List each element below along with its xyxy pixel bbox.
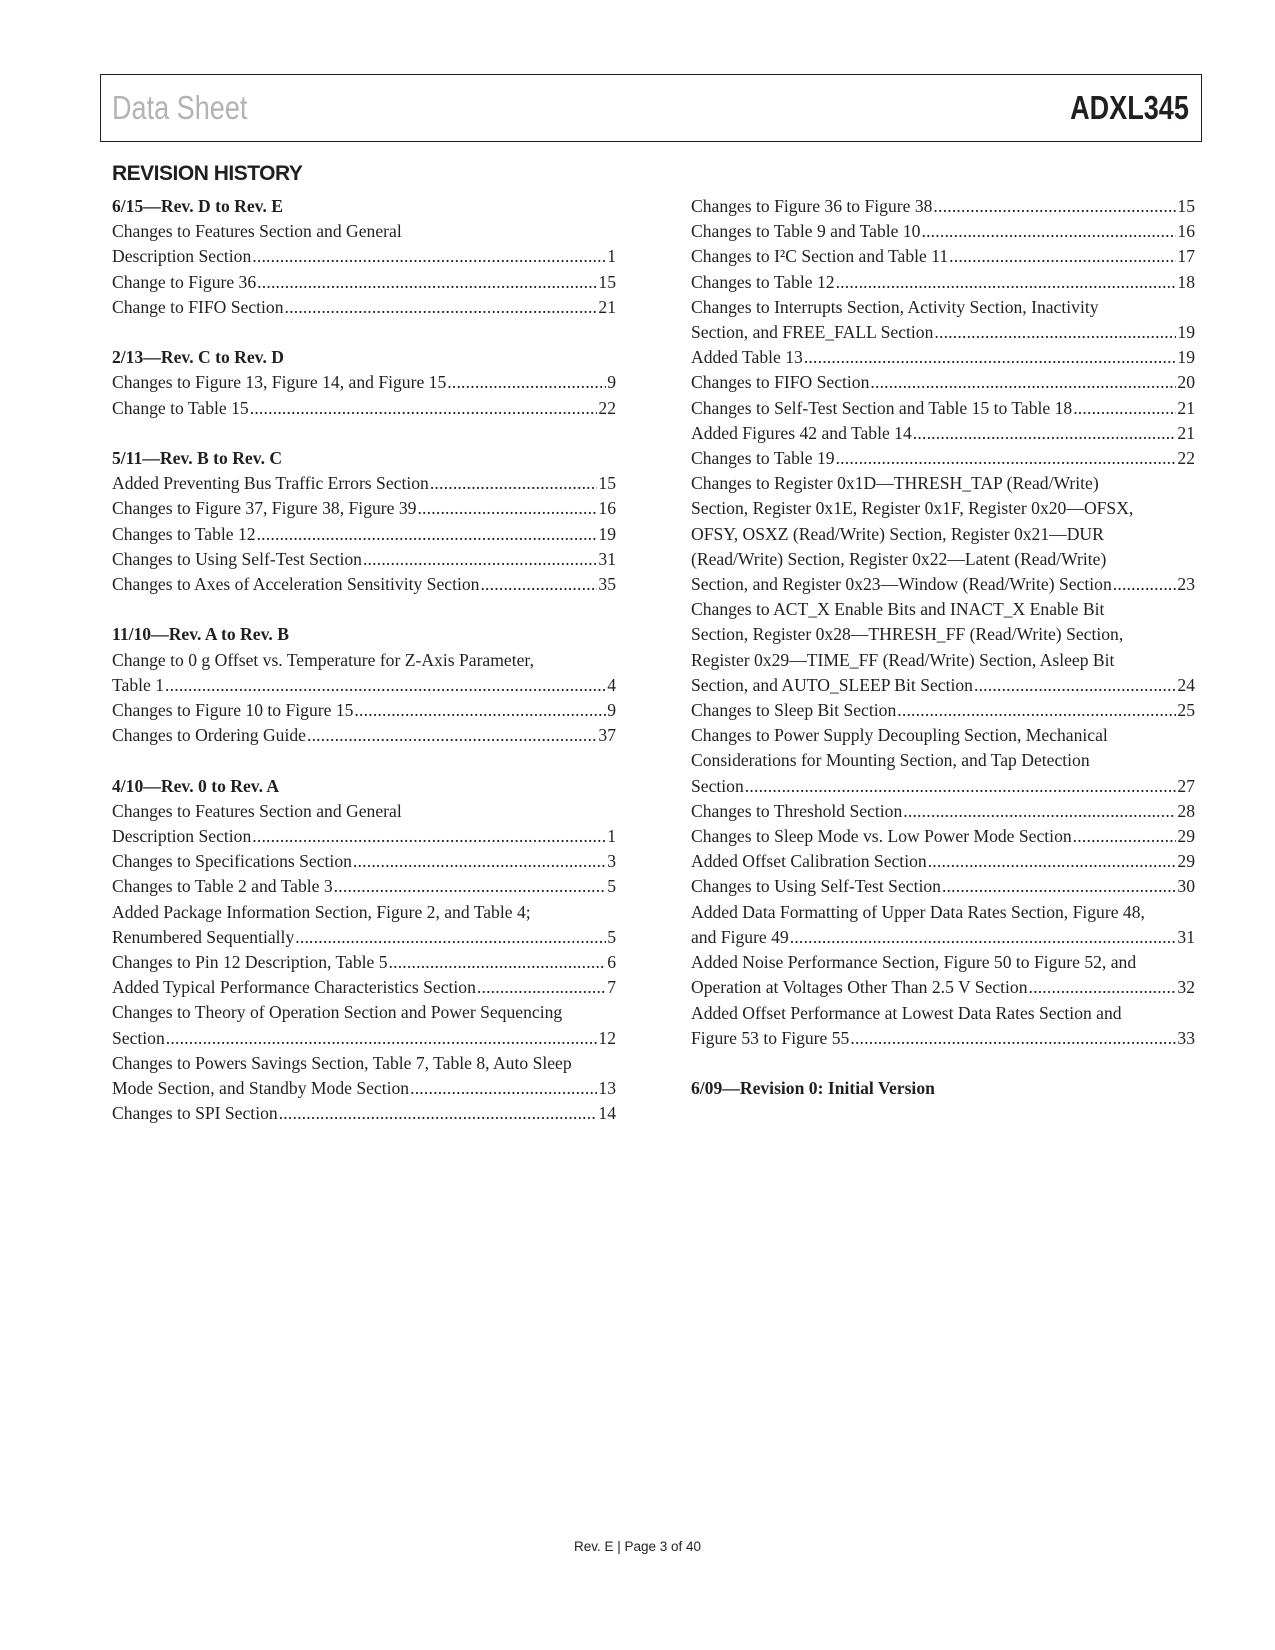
- dot-leader: [252, 824, 606, 849]
- dot-leader: [447, 370, 606, 395]
- entry-page-number: 20: [1177, 372, 1195, 393]
- toc-entry: [112, 849, 616, 874]
- toc-entry: [112, 950, 616, 975]
- revision-group-title: 11/10—Rev. A to Rev. B: [112, 624, 289, 645]
- entry-text: Changes to Pin 12 Description, Table 5: [112, 952, 388, 973]
- toc-entry: [691, 1026, 1195, 1051]
- entry-page-number: 19: [598, 523, 616, 544]
- entry-page-number: 30: [1177, 876, 1195, 897]
- revision-group-title: 5/11—Rev. B to Rev. C: [112, 448, 283, 468]
- header-doc-type: Data Sheet: [112, 89, 248, 126]
- entry-text: Change to Table 15: [112, 397, 249, 418]
- toc-entry: [112, 370, 616, 395]
- entry-page-number: 23: [1177, 574, 1195, 595]
- entry-page-number: 25: [1177, 700, 1195, 721]
- entry-text: Renumbered Sequentially: [112, 926, 295, 947]
- dot-leader: [913, 421, 1177, 446]
- entry-text-line: Added Noise Performance Section, Figure 50 to Figure 52, and: [691, 952, 1137, 973]
- dot-leader: [790, 925, 1177, 950]
- dot-leader: [430, 471, 598, 496]
- entry-page-number: 19: [1177, 347, 1195, 368]
- toc-entry: [112, 1076, 616, 1101]
- entry-page-number: 29: [1177, 826, 1195, 847]
- entry-page-number: 15: [1177, 196, 1195, 216]
- revision-group: [112, 622, 616, 748]
- entry-page-number: 19: [1177, 322, 1195, 343]
- entry-text: Description Section: [112, 246, 252, 267]
- entry-text-line: Changes to ACT_X Enable Bits and INACT_X Enable Bit: [691, 599, 1105, 620]
- entry-text-line: Section, Register 0x28—THRESH_FF (Read/Write) Section,: [691, 624, 1124, 645]
- entry-text: Section, and AUTO_SLEEP Bit Section: [691, 674, 973, 695]
- entry-text: Changes to Using Self-Test Section: [691, 876, 941, 897]
- dot-leader: [250, 396, 598, 421]
- dot-leader: [942, 874, 1176, 899]
- dot-leader: [363, 547, 597, 572]
- toc-entry: [691, 925, 1195, 950]
- entry-text: Section: [112, 1027, 165, 1048]
- dot-leader: [480, 572, 597, 597]
- toc-entry: [691, 194, 1195, 219]
- entry-page-number: 21: [598, 296, 616, 317]
- toc-entry: [691, 370, 1195, 395]
- entry-text: Changes to I²C Section and Table 11: [691, 246, 949, 267]
- entry-text: Mode Section, and Standby Mode Section: [112, 1078, 410, 1099]
- entry-page-number: 28: [1177, 800, 1195, 821]
- page-footer: Rev. E | Page 3 of 40: [573, 1539, 702, 1554]
- revision-group-title: 6/09—Revision 0: Initial Version: [691, 1078, 935, 1099]
- entry-text-line: Added Data Formatting of Upper Data Rates Section, Figure 48,: [691, 901, 1145, 922]
- dot-leader: [804, 345, 1177, 370]
- entry-text: Changes to Self-Test Section and Table 15 to Table 18: [691, 397, 1073, 418]
- dot-leader: [1113, 572, 1177, 597]
- toc-entry: [691, 446, 1195, 471]
- dot-leader: [974, 673, 1176, 698]
- entry-text: Changes to Figure 37, Figure 38, Figure 39: [112, 498, 417, 519]
- toc-entry: [691, 396, 1195, 421]
- entry-text: Added Offset Calibration Section: [691, 851, 927, 872]
- dot-leader: [921, 219, 1176, 244]
- toc-entry: [691, 572, 1195, 597]
- dot-leader: [166, 1026, 598, 1051]
- entry-text: Added Typical Performance Characteristics Section: [112, 977, 476, 998]
- entry-text: Changes to Table 12: [691, 271, 835, 292]
- entry-page-number: 1: [607, 826, 616, 847]
- dot-leader: [897, 698, 1176, 723]
- toc-entry: [112, 547, 616, 572]
- entry-page-number: 3: [607, 851, 616, 872]
- header-part-number: ADXL345: [1070, 89, 1189, 126]
- dot-leader: [279, 1101, 598, 1126]
- left-column: [112, 194, 616, 1152]
- dot-leader: [417, 496, 597, 521]
- toc-entry: [691, 244, 1195, 269]
- entry-text: Section, and FREE_FALL Section: [691, 322, 934, 343]
- entry-text: Figure 53 to Figure 55: [691, 1027, 850, 1048]
- toc-entry: [112, 471, 616, 496]
- toc-entry: [691, 219, 1195, 244]
- revision-group: [112, 774, 616, 1127]
- dot-leader: [745, 774, 1177, 799]
- entry-text: Added Table 13: [691, 347, 803, 368]
- entry-page-number: 15: [598, 473, 616, 494]
- entry-page-number: 4: [607, 674, 616, 695]
- revision-group-title: 2/13—Rev. C to Rev. D: [112, 347, 285, 368]
- entry-page-number: 22: [1177, 448, 1195, 469]
- dot-leader: [165, 673, 606, 698]
- entry-text-line: Considerations for Mounting Section, and Tap Detection: [691, 750, 1090, 771]
- entry-text: Changes to Figure 36 to Figure 38: [691, 196, 933, 216]
- entry-text: Section, and Register 0x23—Window (Read/Write) Section: [691, 574, 1112, 595]
- entry-page-number: 31: [1177, 926, 1195, 947]
- toc-entry: [691, 320, 1195, 345]
- dot-leader: [928, 849, 1177, 874]
- entry-page-number: 13: [598, 1078, 616, 1099]
- toc-entry: [112, 270, 616, 295]
- revision-group-title: 6/15—Rev. D to Rev. E: [112, 196, 284, 216]
- entry-page-number: 17: [1177, 246, 1195, 267]
- toc-entry: [691, 824, 1195, 849]
- entry-text: Description Section: [112, 826, 252, 847]
- entry-text: Changes to Ordering Guide: [112, 725, 306, 746]
- entry-text: Changes to Threshold Section: [691, 800, 903, 821]
- dot-leader: [334, 874, 607, 899]
- entry-text: Table 1: [112, 674, 165, 695]
- entry-page-number: 21: [1177, 422, 1195, 443]
- entry-page-number: 15: [598, 271, 616, 292]
- toc-entry: [112, 723, 616, 748]
- entry-page-number: 16: [598, 498, 616, 519]
- dot-leader: [934, 320, 1176, 345]
- entry-page-number: 24: [1177, 674, 1195, 695]
- toc-entry: [691, 673, 1195, 698]
- toc-entry: [691, 975, 1195, 1000]
- dot-leader: [353, 849, 606, 874]
- entry-text-line: Added Package Information Section, Figure 2, and Table 4;: [112, 901, 531, 922]
- section-title: REVISION HISTORY: [112, 162, 303, 185]
- toc-entry: [691, 849, 1195, 874]
- toc-entry: [112, 1026, 616, 1051]
- entry-text: Changes to SPI Section: [112, 1103, 278, 1124]
- toc-entry: [691, 345, 1195, 370]
- toc-entry: [691, 270, 1195, 295]
- toc-entry: [691, 698, 1195, 723]
- entry-page-number: 31: [598, 548, 616, 569]
- dot-leader: [257, 522, 598, 547]
- dot-leader: [477, 975, 606, 1000]
- entry-page-number: 22: [598, 397, 616, 418]
- toc-entry: [112, 975, 616, 1000]
- entry-page-number: 7: [607, 977, 616, 998]
- entry-page-number: 9: [607, 372, 616, 393]
- entry-page-number: 1: [607, 246, 616, 267]
- dot-leader: [410, 1076, 597, 1101]
- dot-leader: [285, 295, 598, 320]
- dot-leader: [354, 698, 606, 723]
- dot-leader: [389, 950, 607, 975]
- entry-text-line: Changes to Features Section and General: [112, 800, 402, 821]
- entry-text: Changes to Table 9 and Table 10: [691, 221, 921, 242]
- dot-leader: [850, 1026, 1176, 1051]
- toc-entry: [691, 799, 1195, 824]
- entry-text-line: Changes to Powers Savings Section, Table 7, Table 8, Auto Sleep: [112, 1052, 572, 1073]
- entry-text: Changes to Figure 10 to Figure 15: [112, 700, 354, 721]
- toc-entry: [112, 496, 616, 521]
- toc-entry: [112, 698, 616, 723]
- entry-text: Changes to Sleep Mode vs. Low Power Mode Section: [691, 826, 1072, 847]
- entry-text: Changes to Specifications Section: [112, 851, 352, 872]
- entry-text: Changes to Table 2 and Table 3: [112, 876, 333, 897]
- entry-text: Changes to Using Self-Test Section: [112, 548, 362, 569]
- revision-group: [112, 446, 616, 597]
- entry-text-line: Section, Register 0x1E, Register 0x1F, Register 0x20—OFSX,: [691, 498, 1134, 519]
- dot-leader: [307, 723, 597, 748]
- entry-text-line: OFSY, OSXZ (Read/Write) Section, Register 0x21—DUR: [691, 523, 1104, 544]
- entry-page-number: 27: [1177, 775, 1195, 796]
- entry-page-number: 29: [1177, 851, 1195, 872]
- entry-page-number: 5: [607, 926, 616, 947]
- right-column: [691, 194, 1195, 1101]
- toc-entry: [112, 295, 616, 320]
- entry-page-number: 9: [607, 700, 616, 721]
- entry-text: Changes to FIFO Section: [691, 372, 870, 393]
- dot-leader: [836, 446, 1177, 471]
- entry-text: and Figure 49: [691, 926, 789, 947]
- entry-text-line: Register 0x29—TIME_FF (Read/Write) Section, Asleep Bit: [691, 649, 1115, 670]
- entry-text-line: Changes to Interrupts Section, Activity Section, Inactivity: [691, 296, 1099, 317]
- entry-text: Change to FIFO Section: [112, 296, 284, 317]
- toc-entry: [112, 874, 616, 899]
- toc-entry: [112, 522, 616, 547]
- toc-entry: [112, 673, 616, 698]
- revision-group: [691, 194, 1195, 1051]
- entry-text: Operation at Voltages Other Than 2.5 V Section: [691, 977, 1028, 998]
- toc-entry: [112, 572, 616, 597]
- dot-leader: [903, 799, 1176, 824]
- dot-leader: [1029, 975, 1177, 1000]
- entry-text-line: Added Offset Performance at Lowest Data Rates Section and: [691, 1002, 1122, 1023]
- entry-page-number: 6: [607, 952, 616, 973]
- page-header: [100, 74, 1202, 142]
- dot-leader: [295, 925, 606, 950]
- entry-text: Added Preventing Bus Traffic Errors Section: [112, 473, 429, 494]
- entry-text: Changes to Axes of Acceleration Sensitivity Section: [112, 574, 480, 595]
- entry-page-number: 21: [1177, 397, 1195, 418]
- dot-leader: [1073, 824, 1177, 849]
- dot-leader: [252, 244, 606, 269]
- entry-text: Added Figures 42 and Table 14: [691, 422, 912, 443]
- toc-entry: [691, 774, 1195, 799]
- dot-leader: [933, 194, 1176, 219]
- entry-text-line: Changes to Features Section and General: [112, 221, 402, 242]
- revision-group: [112, 345, 616, 421]
- toc-entry: [112, 824, 616, 849]
- dot-leader: [257, 270, 597, 295]
- toc-entry: [691, 874, 1195, 899]
- entry-text: Section: [691, 775, 744, 796]
- entry-page-number: 14: [598, 1103, 616, 1124]
- entry-text-line: Changes to Theory of Operation Section and Power Sequencing: [112, 1002, 563, 1023]
- entry-page-number: 5: [607, 876, 616, 897]
- entry-text: Change to Figure 36: [112, 271, 257, 292]
- toc-entry: [112, 925, 616, 950]
- entry-page-number: 33: [1177, 1027, 1195, 1048]
- entry-text: Changes to Table 19: [691, 448, 835, 469]
- dot-leader: [836, 270, 1177, 295]
- toc-entry: [112, 1101, 616, 1126]
- revision-group-title: 4/10—Rev. 0 to Rev. A: [112, 775, 280, 796]
- dot-leader: [870, 370, 1176, 395]
- entry-page-number: 32: [1177, 977, 1195, 998]
- entry-page-number: 16: [1177, 221, 1195, 242]
- entry-text-line: Changes to Power Supply Decoupling Section, Mechanical: [691, 725, 1108, 746]
- entry-text-line: Changes to Register 0x1D—THRESH_TAP (Read/Write): [691, 473, 1099, 494]
- toc-entry: [112, 396, 616, 421]
- entry-page-number: 12: [598, 1027, 616, 1048]
- entry-text: Changes to Figure 13, Figure 14, and Figure 15: [112, 372, 447, 393]
- toc-entry: [691, 421, 1195, 446]
- entry-text: Changes to Table 12: [112, 523, 256, 544]
- toc-entry: [112, 244, 616, 269]
- entry-text-line: (Read/Write) Section, Register 0x22—Latent (Read/Write): [691, 548, 1107, 569]
- dot-leader: [1073, 396, 1176, 421]
- entry-text: Changes to Sleep Bit Section: [691, 700, 897, 721]
- dot-leader: [949, 244, 1176, 269]
- entry-page-number: 18: [1177, 271, 1195, 292]
- entry-page-number: 37: [598, 725, 616, 746]
- entry-page-number: 35: [598, 574, 616, 595]
- entry-text-line: Change to 0 g Offset vs. Temperature for Z-Axis Parameter,: [112, 649, 534, 670]
- revision-group: [112, 194, 616, 320]
